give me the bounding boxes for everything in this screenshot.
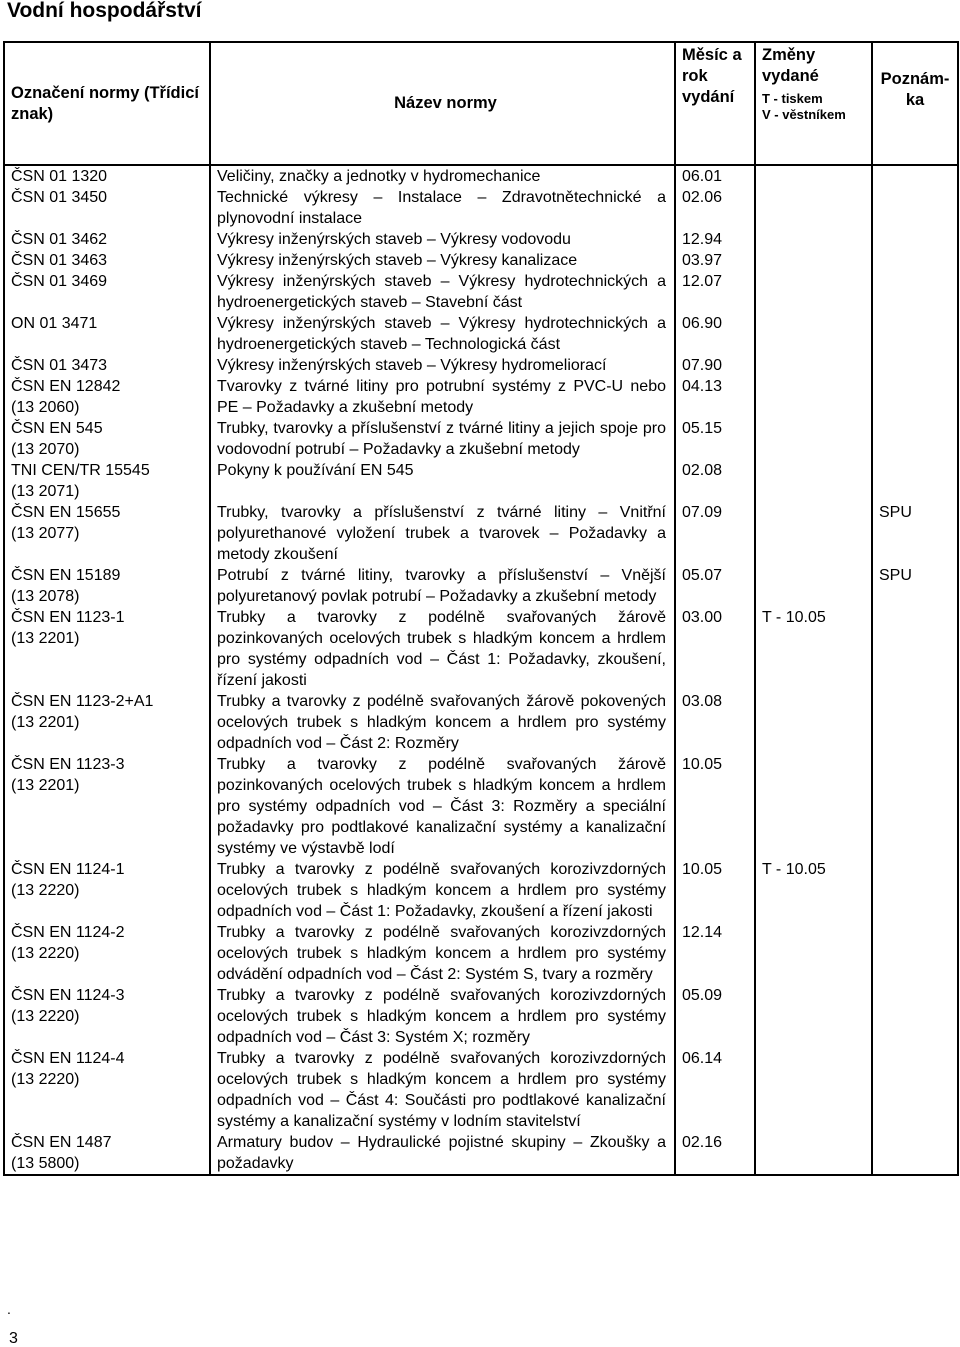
header-changes-legend-v: V - věstníkem [762,107,846,122]
row-code [4,607,210,691]
note-text: SPU [879,504,912,521]
row-changes [755,250,872,271]
row-code [4,859,210,922]
row-code [4,754,210,859]
classification-code: (13 2071) [11,483,80,500]
norm-title: Tvarovky z tvárné litiny pro potrubní systémy z PVC-U nebo PE – Požadavky a zkušební metody [217,378,666,416]
norm-title: Trubky a tvarovky z podélně svařovaných žárově pozinkovaných ocelových trubek s hladkým koncem a hrdlem pro systémy odpadních vod – Část 3: Rozměry a speciální požadavky pro podtlakové kanalizační systémy a kanalizační systémy ve výstavbě lodí [217,756,666,857]
row-name [210,607,675,691]
row-note [872,1048,958,1132]
page-title: Vodní hospodářství [7,0,202,22]
row-changes [755,271,872,313]
norm-code: ČSN 01 3473 [11,357,108,374]
norm-code: ČSN EN 1124-1 [11,861,125,878]
row-note [872,607,958,691]
norms-table [3,41,959,1176]
row-code [4,691,210,754]
row-code [4,985,210,1048]
row-date [675,922,755,985]
page-number: 3 [9,1330,18,1347]
row-name [210,355,675,376]
norm-title: Trubky a tvarovky z podélně svařovaných korozivzdorných ocelových trubek s hladkým koncem a hrdlem pro systémy odpadních vod – Část 4: Součásti pro podtlakové kanalizační systémy a kanalizační systémy v lodním stavitelství [217,1050,666,1130]
classification-code: (13 2220) [11,1008,80,1025]
norm-code: ČSN EN 1123-1 [11,609,125,626]
issue-date: 06.90 [682,315,723,332]
row-name [210,859,675,922]
row-date [675,271,755,313]
row-changes [755,607,872,691]
row-name [210,1048,675,1132]
row-date [675,187,755,229]
classification-code: (13 2201) [11,630,80,647]
table-row [4,229,958,250]
row-name [210,165,675,187]
norm-title: Technické výkresy – Instalace – Zdravotnětechnické a plynovodní instalace [217,189,666,227]
row-name [210,754,675,859]
row-name [210,250,675,271]
footer-dot: . [7,1301,11,1317]
row-note [872,250,958,271]
row-name [210,985,675,1048]
row-name [210,271,675,313]
row-name [210,502,675,565]
norm-title: Armatury budov – Hydraulické pojistné skupiny – Zkoušky a požadavky [217,1134,666,1172]
row-note [872,859,958,922]
note-text: SPU [879,567,912,584]
table-row [4,502,958,565]
row-code [4,1048,210,1132]
issue-date: 10.05 [682,861,723,878]
row-note [872,985,958,1048]
row-name [210,691,675,754]
table-row [4,565,958,607]
table-row [4,607,958,691]
row-note [872,165,958,187]
row-date [675,229,755,250]
classification-code: (13 2220) [11,945,80,962]
norm-code: ČSN EN 1124-3 [11,987,125,1004]
issue-date: 10.05 [682,756,723,773]
table-row [4,1132,958,1175]
row-name [210,460,675,502]
norm-code: ČSN 01 1320 [11,168,108,185]
row-note [872,922,958,985]
norm-title: Výkresy inženýrských staveb – Výkresy vodovodu [217,231,571,248]
classification-code: (13 2060) [11,399,80,416]
norm-title: Pokyny k používání EN 545 [217,462,414,479]
row-date [675,565,755,607]
row-changes [755,1132,872,1175]
norm-title: Trubky, tvarovky a příslušenství z tvárné litiny – Vnitřní polyurethanové vyložení trubek a tvarovek – Požadavky a metody zkoušení [217,504,666,563]
table-body [4,165,958,1175]
table-header-row [4,42,958,165]
row-date [675,418,755,460]
row-code [4,460,210,502]
norm-code: ČSN EN 1123-3 [11,756,125,773]
issue-date: 02.08 [682,462,723,479]
row-changes [755,229,872,250]
row-code [4,165,210,187]
norm-code: ČSN 01 3462 [11,231,108,248]
row-changes [755,460,872,502]
issue-date: 05.15 [682,420,723,437]
row-code [4,376,210,418]
issue-date: 05.09 [682,987,723,1004]
row-date [675,859,755,922]
row-date [675,313,755,355]
row-note [872,460,958,502]
norm-title: Veličiny, značky a jednotky v hydromechanice [217,168,541,185]
classification-code: (13 2078) [11,588,80,605]
row-code [4,1132,210,1175]
header-note: Poznám-ka [872,42,958,165]
row-name [210,922,675,985]
row-date [675,754,755,859]
header-changes [755,42,872,165]
row-changes [755,1048,872,1132]
row-date [675,1132,755,1175]
row-changes [755,187,872,229]
row-date [675,355,755,376]
row-note [872,754,958,859]
norm-title: Trubky a tvarovky z podélně svařovaných žárově pokovených ocelových trubek s hladkým koncem a hrdlem pro systémy odpadních vod – Část 2: Rozměry [217,693,666,752]
row-code [4,565,210,607]
norm-title: Výkresy inženýrských staveb – Výkresy hydrotechnických a hydroenergetických staveb – Technologická část [217,315,666,353]
issue-date: 03.08 [682,693,723,710]
table-row [4,985,958,1048]
issue-date: 02.16 [682,1134,723,1151]
row-name [210,1132,675,1175]
norm-code: ČSN EN 545 [11,420,103,437]
row-date [675,460,755,502]
row-note [872,271,958,313]
change-info: T - 10.05 [762,609,826,626]
norm-code: ČSN 01 3469 [11,273,108,290]
row-changes [755,691,872,754]
row-date [675,985,755,1048]
row-code [4,229,210,250]
row-note [872,355,958,376]
row-changes [755,313,872,355]
norm-title: Potrubí z tvárné litiny, tvarovky a příslušenství – Vnější polyuretanový povlak potrubí – Požadavky a zkušební metody [217,567,666,605]
issue-date: 12.94 [682,231,723,248]
row-changes [755,985,872,1048]
row-code [4,313,210,355]
row-note [872,1132,958,1175]
row-code [4,250,210,271]
row-changes [755,355,872,376]
row-date [675,502,755,565]
row-code [4,271,210,313]
header-changes-title: Změny vydané [762,46,819,85]
table-row [4,754,958,859]
norm-title: Výkresy inženýrských staveb – Výkresy hydromeliorací [217,357,607,374]
row-changes [755,502,872,565]
row-note [872,229,958,250]
norm-code: ČSN EN 1124-4 [11,1050,125,1067]
classification-code: (13 2220) [11,1071,80,1088]
norm-code: ČSN EN 15655 [11,504,121,521]
row-note [872,418,958,460]
table-row [4,1048,958,1132]
issue-date: 03.00 [682,609,723,626]
table-row [4,355,958,376]
issue-date: 12.14 [682,924,723,941]
row-changes [755,754,872,859]
norm-code: ČSN EN 15189 [11,567,121,584]
issue-date: 03.97 [682,252,723,269]
row-code [4,922,210,985]
norm-code: ČSN 01 3463 [11,252,108,269]
row-note [872,376,958,418]
row-date [675,376,755,418]
row-changes [755,922,872,985]
row-changes [755,165,872,187]
row-changes [755,859,872,922]
row-name [210,565,675,607]
row-changes [755,376,872,418]
issue-date: 07.90 [682,357,723,374]
norm-code: ON 01 3471 [11,315,98,332]
norm-code: TNI CEN/TR 15545 [11,462,150,479]
table-row [4,460,958,502]
classification-code: (13 2201) [11,777,80,794]
row-changes [755,418,872,460]
row-note [872,313,958,355]
row-changes [755,565,872,607]
issue-date: 04.13 [682,378,723,395]
norm-code: ČSN 01 3450 [11,189,108,206]
classification-code: (13 2070) [11,441,80,458]
classification-code: (13 2201) [11,714,80,731]
norm-title: Výkresy inženýrských staveb – Výkresy hydrotechnických a hydroenergetických staveb – Stavební část [217,273,666,311]
row-date [675,250,755,271]
table-row [4,691,958,754]
row-name [210,418,675,460]
header-code: Označení normy (Třídicí znak) [4,42,210,165]
table-row [4,922,958,985]
row-note [872,565,958,607]
table-row [4,313,958,355]
issue-date: 07.09 [682,504,723,521]
header-name: Název normy [210,42,675,165]
change-info: T - 10.05 [762,861,826,878]
issue-date: 02.06 [682,189,723,206]
norm-title: Trubky a tvarovky z podélně svařovaných korozivzdorných ocelových trubek s hladkým koncem a hrdlem pro systémy odpadních vod – Část 1: Požadavky, zkoušení a řízení jakosti [217,861,666,920]
table-row [4,187,958,229]
issue-date: 05.07 [682,567,723,584]
norm-title: Výkresy inženýrských staveb – Výkresy kanalizace [217,252,578,269]
row-date [675,165,755,187]
row-date [675,1048,755,1132]
table-row [4,271,958,313]
row-name [210,229,675,250]
row-note [872,691,958,754]
table-row [4,859,958,922]
norm-title: Trubky a tvarovky z podélně svařovaných korozivzdorných ocelových trubek s hladkým koncem a hrdlem pro systémy odvádění odpadních vod – Část 2: Systém S, tvary a rozměry [217,924,666,983]
norm-title: Trubky, tvarovky a příslušenství z tvárné litiny a jejich spoje pro vodovodní potrubí – Požadavky a zkušební metody [217,420,666,458]
row-name [210,313,675,355]
row-date [675,691,755,754]
table-row [4,418,958,460]
norm-code: ČSN EN 1124-2 [11,924,125,941]
row-note [872,187,958,229]
row-date [675,607,755,691]
norm-title: Trubky a tvarovky z podélně svařovaných korozivzdorných ocelových trubek s hladkým koncem a hrdlem pro systémy odpadních vod – Část 3: Systém X; rozměry [217,987,666,1046]
norm-code: ČSN EN 1487 [11,1134,112,1151]
classification-code: (13 5800) [11,1155,80,1172]
row-code [4,355,210,376]
issue-date: 12.07 [682,273,723,290]
header-changes-legend-t: T - tiskem [762,91,823,106]
norm-code: ČSN EN 1123-2+A1 [11,693,154,710]
norm-code: ČSN EN 12842 [11,378,121,395]
table-row [4,250,958,271]
norm-title: Trubky a tvarovky z podélně svařovaných žárově pozinkovaných ocelových trubek s hladkým koncem a hrdlem pro systémy odpadních vod – Část 1: Požadavky, zkoušení, řízení jakosti [217,609,666,689]
row-code [4,502,210,565]
row-note [872,502,958,565]
header-date: Měsíc a rok vydání [675,42,755,165]
row-code [4,418,210,460]
row-code [4,187,210,229]
issue-date: 06.14 [682,1050,723,1067]
row-name [210,187,675,229]
classification-code: (13 2220) [11,882,80,899]
row-name [210,376,675,418]
table-row [4,376,958,418]
issue-date: 06.01 [682,168,723,185]
table-row [4,165,958,187]
classification-code: (13 2077) [11,525,80,542]
